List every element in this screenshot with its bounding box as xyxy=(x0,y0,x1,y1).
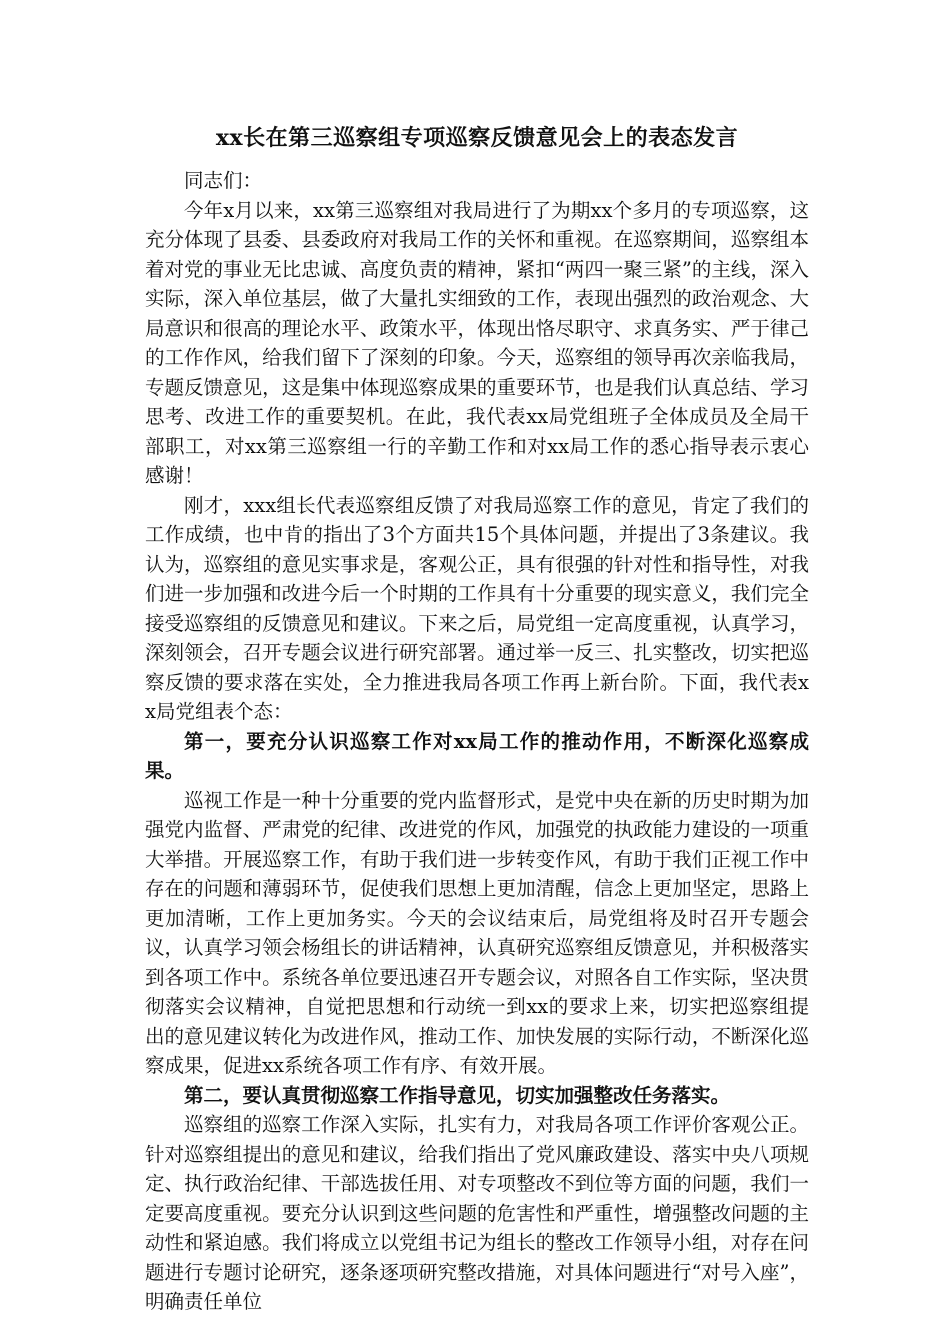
greeting: 同志们： xyxy=(184,169,263,192)
paragraph-4: 巡察组的巡察工作深入实际，扎实有力，对我局各项工作评价客观公正。针对巡察组提出的意见和建议，给我们指出了党风廉政建设、落实中央八项规定、执行政治纪律、干部选拔任用、对专项整改不到位等方面的问题，我们一定要高度重视。要充分认识到这些问题的危害性和严重性，增强整改问题的主动性和紧迫感。我们将成立以党组书记为组长的整改工作领导小组，对存在问题进行专题讨论研究，逐条逐项研究整改措施，对具体问题进行“对号入座”，明确责任单位 xyxy=(145,1113,809,1313)
section-heading-1: 第一，要充分认识巡察工作对xx局工作的推动作用，不断深化巡察成果。 xyxy=(145,729,809,782)
paragraph-2: 刚才，xxx组长代表巡察组反馈了对我局巡察工作的意见，肯定了我们的工作成绩，也中肯的指出了3个方面共15个具体问题，并提出了3条建议。我认为，巡察组的意见实事求是，客观公正，具有很强的针对性和指导性，对我们进一步加强和改进今后一个时期的工作具有十分重要的现实意义，我们完全接受巡察组的反馈意见和建议。下来之后，局党组一定高度重视，认真学习，深刻领会，召开专题会议进行研究部署。通过举一反三、扎实整改，切实把巡察反馈的要求落在实处，全力推进我局各项工作再上新台阶。下面，我代表xx局党组表个态： xyxy=(145,493,809,723)
paragraph-1: 今年x月以来，xx第三巡察组对我局进行了为期xx个多月的专项巡察，这充分体现了县委、县委政府对我局工作的关怀和重视。在巡察期间，巡察组本着对党的事业无比忠诚、高度负责的精神，紧扣“两四一聚三紧”的主线，深入实际，深入单位基层，做了大量扎实细致的工作，表现出强烈的政治观念、大局意识和很高的理论水平、政策水平，体现出恪尽职守、求真务实、严于律己的工作作风，给我们留下了深刻的印象。今天，巡察组的领导再次亲临我局，专题反馈意见，这是集中体现巡察成果的重要环节，也是我们认真总结、学习思考、改进工作的重要契机。在此，我代表xx局党组班子全体成员及全局干部职工，对xx第三巡察组一行的辛勤工作和对xx局工作的悉心指导表示衷心感谢！ xyxy=(145,198,809,487)
section-heading-2: 第二，要认真贯彻巡察工作指导意见，切实加强整改任务落实。 xyxy=(184,1083,731,1107)
document-title: xx长在第三巡察组专项巡察反馈意见会上的表态发言 xyxy=(215,125,739,151)
paragraph-3: 巡视工作是一种十分重要的党内监督形式，是党中央在新的历史时期为加强党内监督、严肃党的纪律、改进党的作风，加强党的执政能力建设的一项重大举措。开展巡察工作，有助于我们进一步转变作风，有助于我们正视工作中存在的问题和薄弱环节，促使我们思想上更加清醒，信念上更加坚定，思路上更加清晰，工作上更加务实。今天的会议结束后，局党组将及时召开专题会议，认真学习领会杨组长的讲话精神，认真研究巡察组反馈意见，并积极落实到各项工作中。系统各单位要迅速召开专题会议，对照各自工作实际，坚决贯彻落实会议精神，自觉把思想和行动统一到xx的要求上来，切实把巡察组提出的意见建议转化为改进作风，推动工作、加快发展的实际行动，不断深化巡察成果，促进xx系统各项工作有序、有效开展。 xyxy=(145,788,809,1077)
document-page xyxy=(145,118,809,1317)
